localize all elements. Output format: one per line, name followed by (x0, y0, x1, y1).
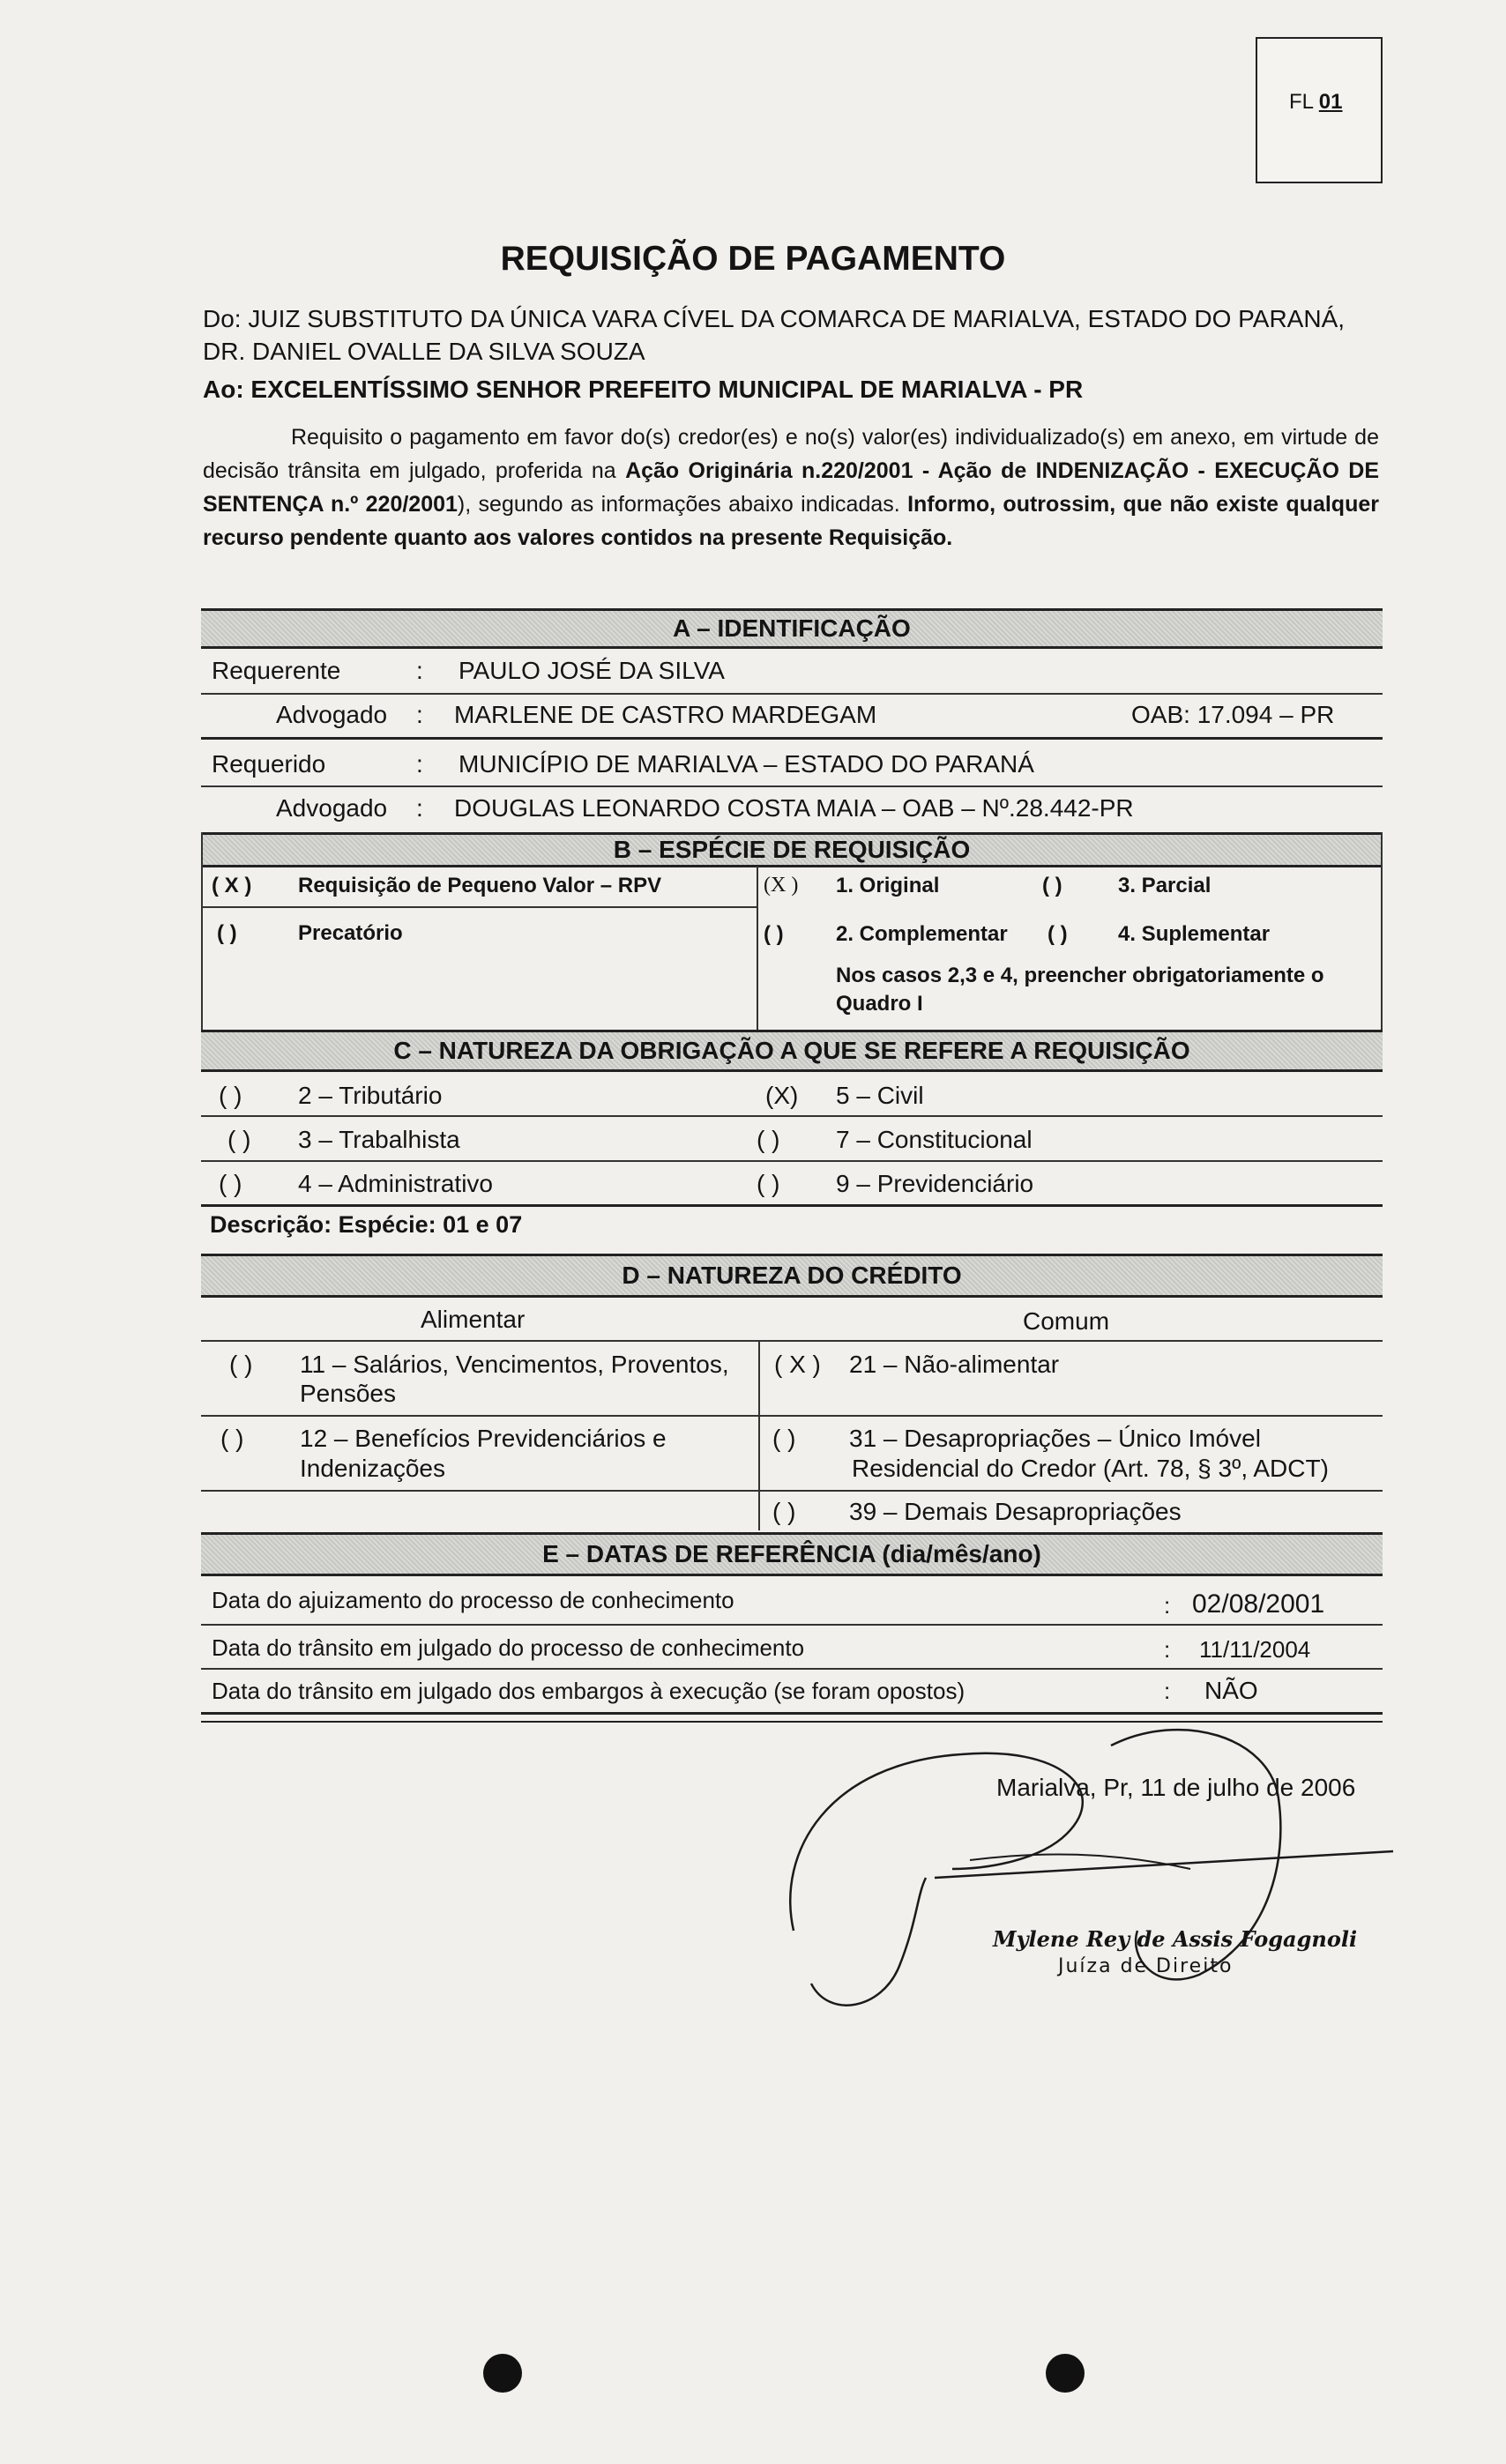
parcial-label: 3. Parcial (1118, 874, 1212, 897)
desapropriacoes-unico-label-2: Residencial do Credor (Art. 78, § 3º, ADCT) (852, 1455, 1329, 1482)
salarios-checkbox[interactable]: ( ) (229, 1351, 253, 1378)
trabalhista-label: 3 – Trabalhista (298, 1126, 460, 1153)
divider (758, 1490, 1383, 1492)
divider (201, 1624, 1383, 1626)
section-e-header: E – DATAS DE REFERÊNCIA (dia/mês/ano) (201, 1532, 1383, 1576)
punch-hole-left (483, 2354, 522, 2393)
administrativo-checkbox[interactable]: ( ) (219, 1170, 242, 1197)
beneficios-label: 12 – Benefícios Previdenciários e (300, 1425, 667, 1452)
divider (201, 1490, 758, 1492)
demais-desapropriacoes-label: 39 – Demais Desapropriações (849, 1498, 1182, 1525)
request-paragraph: Requisito o pagamento em favor do(s) credor(es) e no(s) valor(es) individualizado(s) em anexo, em virtude de decisão trânsita em julgado, proferida na Ação Originária n.220/2001 - Ação de INDENIZAÇÃO - EXECUÇÃO DE SENTENÇA n.º 220/2001), segundo as informações abaixo indicadas. Informo, outrossim, que não existe qualquer recurso pendente quanto aos valores contidos na presente Requisição. (203, 425, 1380, 550)
section-b-divider (757, 866, 758, 1030)
precatorio-label: Precatório (298, 921, 403, 945)
data-transito-conhecimento-value: 11/11/2004 (1199, 1636, 1311, 1663)
complementar-label: 2. Complementar (836, 922, 1008, 946)
previdenciario-label: 9 – Previdenciário (836, 1170, 1034, 1197)
to-line: Ao: EXCELENTÍSSIMO SENHOR PREFEITO MUNICIPAL DE MARIALVA - PR (203, 376, 1084, 403)
administrativo-label: 4 – Administrativo (298, 1170, 493, 1197)
quadro-note-2: Quadro I (836, 992, 923, 1016)
requerente-label: Requerente (212, 657, 341, 684)
advogado-1-value: MARLENE DE CASTRO MARDEGAM (454, 701, 877, 728)
data-ajuizamento-value: 02/08/2001 (1192, 1589, 1325, 1619)
section-b-border-left (201, 832, 203, 1030)
data-transito-conhecimento-label: Data do trânsito em julgado do processo de conhecimento (212, 1634, 805, 1661)
tributario-label: 2 – Tributário (298, 1082, 443, 1109)
signature-name: Mylene Rey de Assis Fogagnoli (993, 1926, 1358, 1952)
place-date: Marialva, Pr, 11 de julho de 2006 (996, 1774, 1356, 1801)
colon: : (416, 657, 423, 684)
requerente-value: PAULO JOSÉ DA SILVA (459, 657, 725, 684)
desapropriacoes-unico-label: 31 – Desapropriações – Único Imóvel (849, 1425, 1261, 1452)
divider (201, 737, 1383, 740)
from-line: Do: JUIZ SUBSTITUTO DA ÚNICA VARA CÍVEL DA COMARCA DE MARIALVA, ESTADO DO PARANÁ, DR. DANIEL OVALLE DA SILVA SOUZA (203, 305, 1346, 365)
colon: : (1164, 1636, 1171, 1663)
advogado-2-value: DOUGLAS LEONARDO COSTA MAIA – OAB – Nº.28.442-PR (454, 794, 1134, 822)
document-title: REQUISIÇÃO DE PAGAMENTO (500, 240, 1006, 278)
data-transito-embargos-label: Data do trânsito em julgado dos embargos à execução (se foram opostos) (212, 1678, 965, 1704)
colon: : (416, 794, 423, 822)
colon: : (416, 701, 423, 728)
civil-checkbox[interactable]: (X) (765, 1082, 799, 1109)
divider (201, 1668, 1383, 1670)
previdenciario-checkbox[interactable]: ( ) (757, 1170, 780, 1197)
divider (201, 693, 1383, 695)
section-a-header: A – IDENTIFICAÇÃO (201, 608, 1383, 649)
punch-hole-right (1046, 2354, 1085, 2393)
advogado-label: Advogado (276, 794, 388, 822)
suplementar-checkbox[interactable]: ( ) (1047, 922, 1068, 946)
demais-desapropriacoes-checkbox[interactable]: ( ) (772, 1498, 796, 1525)
colon: : (416, 750, 423, 778)
section-c-header: C – NATUREZA DA OBRIGAÇÃO A QUE SE REFERE A REQUISIÇÃO (201, 1030, 1383, 1072)
advogado-label: Advogado (276, 701, 388, 728)
signature-role: Juíza de Direito (1058, 1955, 1234, 1977)
colon: : (1164, 1678, 1171, 1704)
divider (201, 906, 757, 908)
signature-scribble (776, 1719, 1411, 2054)
divider (201, 785, 1383, 787)
page-number: FL 01 (1289, 90, 1343, 114)
quadro-note: Nos casos 2,3 e 4, preencher obrigatoriamente o (836, 964, 1324, 987)
colon: : (1164, 1592, 1171, 1619)
salarios-label-2: Pensões (300, 1380, 396, 1407)
rpv-checkbox[interactable]: ( X ) (212, 874, 252, 897)
page-number-box (1256, 37, 1383, 183)
alimentar-header: Alimentar (421, 1306, 526, 1333)
nao-alimentar-checkbox[interactable]: ( X ) (774, 1351, 821, 1378)
section-b-border-right (1381, 832, 1383, 1030)
desapropriacoes-unico-checkbox[interactable]: ( ) (772, 1425, 796, 1452)
salarios-label: 11 – Salários, Vencimentos, Proventos, (300, 1351, 729, 1378)
suplementar-label: 4. Suplementar (1118, 922, 1271, 946)
section-d-divider (758, 1340, 760, 1530)
oab-1-value: OAB: 17.094 – PR (1131, 701, 1335, 728)
constitucional-label: 7 – Constitucional (836, 1126, 1033, 1153)
data-ajuizamento-label: Data do ajuizamento do processo de conhecimento (212, 1587, 734, 1613)
rpv-label: Requisição de Pequeno Valor – RPV (298, 874, 662, 897)
divider (201, 1712, 1383, 1715)
divider (201, 1340, 1383, 1342)
constitucional-checkbox[interactable]: ( ) (757, 1126, 780, 1153)
trabalhista-checkbox[interactable]: ( ) (227, 1126, 251, 1153)
original-checkbox[interactable]: (X ) (764, 874, 799, 897)
beneficios-label-2: Indenizações (300, 1455, 446, 1482)
civil-label: 5 – Civil (836, 1082, 924, 1109)
comum-header: Comum (1023, 1307, 1110, 1335)
parcial-checkbox[interactable]: ( ) (1042, 874, 1062, 897)
section-d-header: D – NATUREZA DO CRÉDITO (201, 1254, 1383, 1298)
divider (201, 1115, 1383, 1117)
divider (201, 1160, 1383, 1162)
original-label: 1. Original (836, 874, 940, 897)
tributario-checkbox[interactable]: ( ) (219, 1082, 242, 1109)
section-b-header: B – ESPÉCIE DE REQUISIÇÃO (201, 832, 1383, 867)
data-transito-embargos-value: NÃO (1204, 1677, 1258, 1704)
beneficios-checkbox[interactable]: ( ) (220, 1425, 244, 1452)
complementar-checkbox[interactable]: ( ) (764, 922, 784, 946)
nao-alimentar-label: 21 – Não-alimentar (849, 1351, 1060, 1378)
requerido-value: MUNICÍPIO DE MARIALVA – ESTADO DO PARANÁ (459, 750, 1034, 778)
requerido-label: Requerido (212, 750, 326, 778)
divider (201, 1204, 1383, 1207)
precatorio-checkbox[interactable]: ( ) (217, 921, 237, 945)
descricao-text: Descrição: Espécie: 01 e 07 (210, 1211, 523, 1238)
divider (201, 1415, 1383, 1417)
